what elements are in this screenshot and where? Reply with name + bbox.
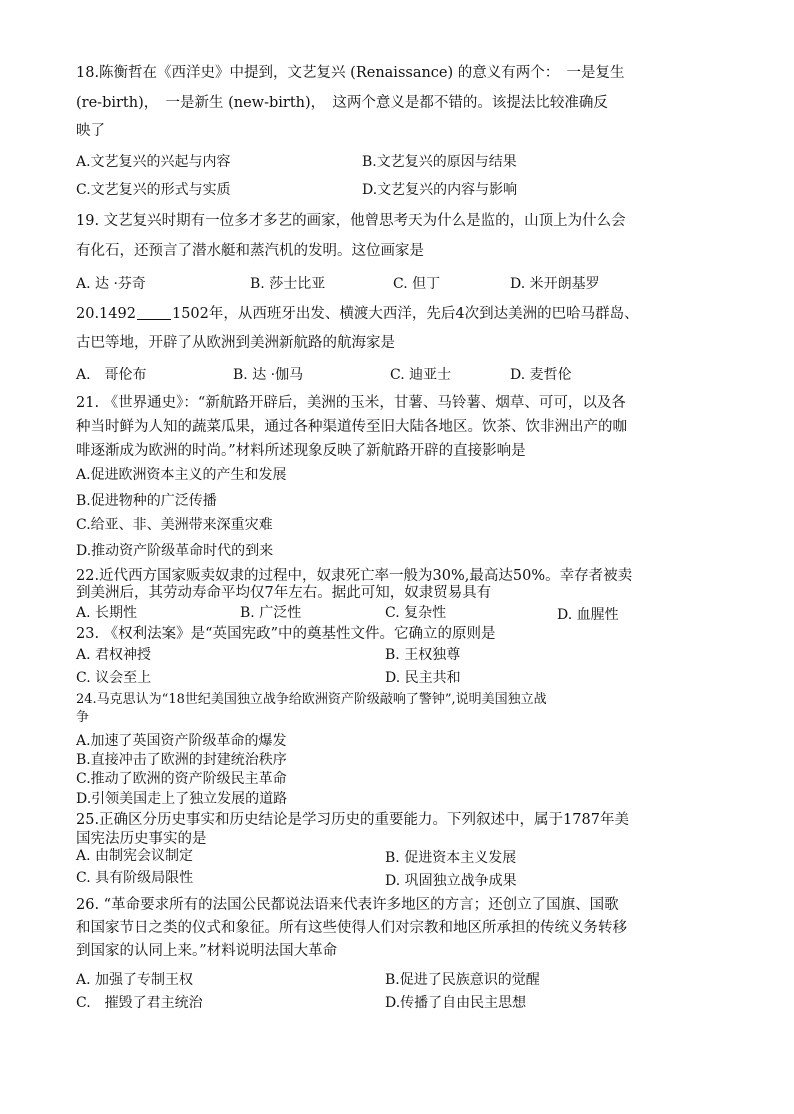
q19-option-c[interactable]: C. 但丁 [393,276,441,292]
q26-stem-line-2: 和国家节日之类的仪式和象征。所有这些使得人们对宗教和地区所承担的传统义务转移 [76,920,627,936]
q22-option-d[interactable]: D. 血腥性 [557,607,619,623]
q26-option-c[interactable]: C. 摧毁了君主统治 [76,995,203,1011]
q20-stem-start: 20.1492 [76,306,136,322]
q21-option-d[interactable]: D.推动资产阶级革命时代的到来 [76,543,274,559]
q19-stem-line-1: 19. 文艺复兴时期有一位多才多艺的画家，他曾思考天为什么是监的，山顶上为什么会 [76,213,626,229]
q25-option-a[interactable]: A. 由制宪会议制定 [76,848,194,864]
q22-stem-line-2: 到美洲后，其劳动寿命平均仅7年左右。据此可知，奴隶贸易具有 [76,585,492,601]
q25-option-c[interactable]: C. 具有阶级局限性 [76,870,194,886]
q22-stem-line-1: 22.近代西方国家贩卖奴隶的过程中，奴隶死亡率一般为30%,最高达50%。幸存者被卖 [76,568,633,584]
q19-stem-line-2: 有化石，还预言了潜水艇和蒸汽机的发明。这位画家是 [76,243,424,259]
q24-stem-line-2: 争 [76,710,90,725]
q20-option-c[interactable]: C. 迪亚士 [390,367,452,383]
q18-stem-line-2: (re-birth)， 一是新生 (new-birth)， 这两个意义是都不错的。该提法比较准确反 [76,95,608,111]
q18-option-b[interactable]: B.文艺复兴的原因与结果 [362,154,517,170]
q26-option-d[interactable]: D.传播了自由民主思想 [385,995,527,1011]
q25-stem-line-2: 国宪法历史事实的是 [76,831,207,847]
q19-option-b[interactable]: B. 莎士比亚 [250,276,326,292]
q24-stem-line-1: 24.马克思认为“18世纪美国独立战争给欧洲资产阶级敲响了警钟”,说明美国独立战 [76,692,547,707]
q20-stem-line-1 [76,304,639,324]
q20-option-d[interactable]: D. 麦哲伦 [510,367,572,383]
q23-stem-line-1: 23. 《权利法案》是“英国宪政”中的奠基性文件。它确立的原则是 [76,626,496,642]
q21-option-a[interactable]: A.促进欧洲资本主义的产生和发展 [76,467,287,483]
q20-stem-end: 1502年，从西班牙出发、横渡大西洋，先后4次到达美洲的巴哈马群岛、 [171,306,639,322]
q25-option-b[interactable]: B. 促进资本主义发展 [385,850,517,866]
q24-option-c[interactable]: C.推动了欧洲的资产阶级民主革命 [76,771,287,787]
q20-blank [137,305,171,320]
q20-option-a[interactable]: A. 哥伦布 [76,367,147,383]
q18-stem-line-3: 映了 [76,123,105,139]
q18-option-c[interactable]: C.文艺复兴的形式与实质 [76,182,231,198]
q18-option-a[interactable]: A.文艺复兴的兴起与内容 [76,154,231,170]
q21-option-c[interactable]: C.给亚、非、美洲带来深重灾难 [76,517,273,533]
q26-option-b[interactable]: B.促进了民族意识的觉醒 [385,972,540,988]
q24-option-b[interactable]: B.直接冲击了欧洲的封建统治秩序 [76,752,287,768]
q18-option-d[interactable]: D.文艺复兴的内容与影响 [362,182,518,198]
q25-option-d[interactable]: D. 巩固独立战争成果 [385,873,517,889]
q23-option-a[interactable]: A. 君权神授 [76,647,152,663]
q24-option-d[interactable]: D.引领美国走上了独立发展的道路 [76,791,288,807]
q19-option-d[interactable]: D. 米开朗基罗 [510,276,600,292]
q26-stem-line-3: 到国家的认同上来。”材料说明法国大革命 [76,943,338,959]
q22-option-b[interactable]: B. 广泛性 [240,605,302,621]
q23-option-b[interactable]: B. 王权独尊 [385,647,461,663]
q23-option-c[interactable]: C. 议会至上 [76,670,152,686]
q21-stem-line-3: 啡逐渐成为欧洲的时尚。”材料所述现象反映了新航路开辟的直接影响是 [76,443,526,459]
q21-option-b[interactable]: B.促进物种的广泛传播 [76,493,217,509]
q18-stem-line-1: 18.陈衡哲在《西洋史》中提到，文艺复兴 (Renaissance) 的意义有两个： 一是复生 [76,65,625,81]
q20-option-b[interactable]: B. 达 ·伽马 [233,367,304,383]
q26-option-a[interactable]: A. 加强了专制王权 [76,972,194,988]
q20-stem-line-2: 古巴等地，开辟了从欧洲到美洲新航路的航海家是 [76,335,395,351]
q25-stem-line-1: 25.正确区分历史事实和历史结论是学习历史的重要能力。下列叙述中，属于1787年美 [76,812,629,828]
q21-stem-line-1: 21. 《世界通史》：“新航路开辟后，美洲的玉米，甘薯、马铃薯、烟草、可可，以及各 [76,395,626,411]
q23-option-d[interactable]: D. 民主共和 [385,670,461,686]
q19-option-a[interactable]: A. 达 ·芬奇 [76,276,146,292]
q22-option-a[interactable]: A. 长期性 [76,605,138,621]
q26-stem-line-1: 26. “革命要求所有的法国公民都说法语来代表许多地区的方言；还创立了国旗、国歌 [76,897,619,913]
q24-option-a[interactable]: A.加速了英国资产阶级革命的爆发 [76,733,287,749]
q21-stem-line-2: 种当时鲜为人知的蔬菜瓜果，通过各种渠道传至旧大陆各地区。饮茶、饮非洲出产的咖 [76,419,627,435]
q22-option-c[interactable]: C. 复杂性 [385,605,447,621]
